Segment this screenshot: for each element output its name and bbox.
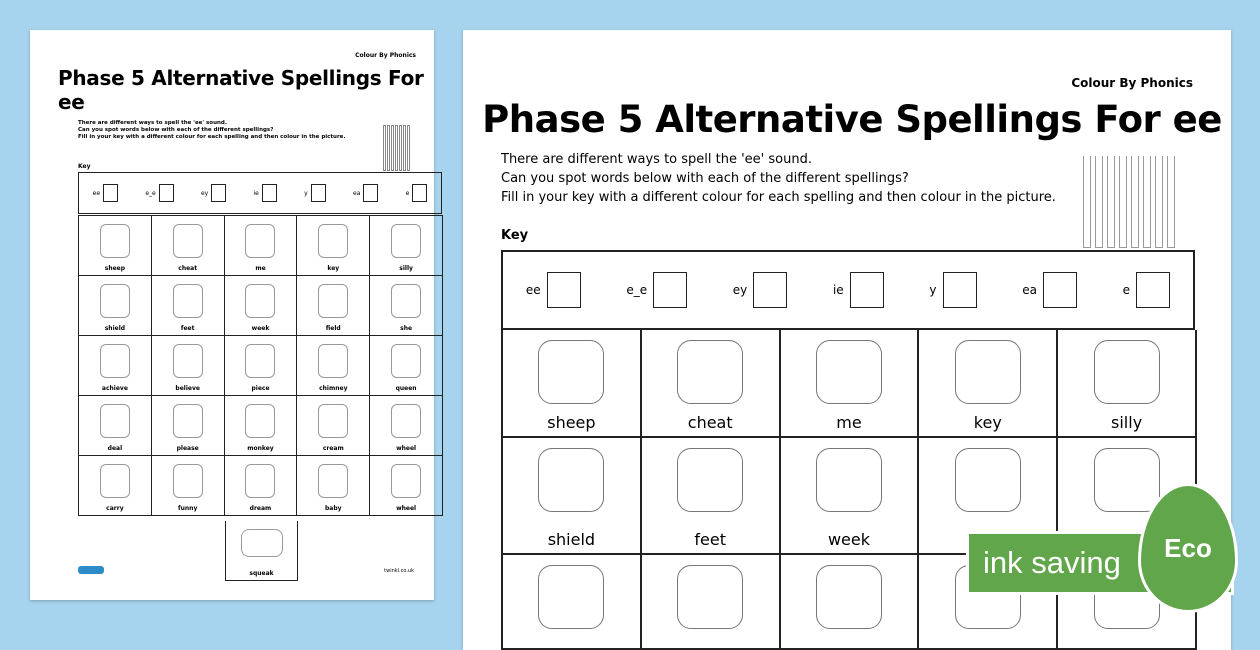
picture-illustration [391,344,421,378]
picture-illustration [318,284,348,318]
picture-illustration [1094,340,1160,404]
small-key-item: ey [201,184,226,202]
picture-cell [297,396,370,456]
word-label: squeak [249,570,274,577]
picture-cell [79,216,152,276]
picture-illustration [245,344,275,378]
word-label: carry [106,505,124,512]
large-instruction-3: Fill in your key with a different colour for each spelling and then colour in the picture. [501,190,1056,205]
picture-illustration [173,284,203,318]
picture-cell [152,336,225,396]
word-label: wheel [396,505,417,512]
picture-illustration [241,529,283,557]
large-key-item: y [929,272,976,308]
picture-illustration [318,344,348,378]
small-picture-grid [78,215,443,516]
small-key-item: e_e [145,184,173,202]
picture-cell [152,216,225,276]
picture-cell [297,216,370,276]
picture-cell [225,216,298,276]
large-key-item: e [1123,272,1170,308]
word-label: feet [180,325,195,332]
word-label: shield [547,530,596,549]
word-label: sheep [547,413,596,432]
picture-illustration [816,448,882,512]
picture-cell [503,555,642,650]
picture-cell [781,438,920,555]
picture-illustration [538,448,604,512]
word-label: deal [107,445,123,452]
picture-illustration [955,448,1021,512]
small-key-item: y [304,184,326,202]
word-label: me [255,265,266,272]
word-label: piece [251,385,270,392]
large-key-item: e_e [626,272,687,308]
picture-illustration [100,464,130,498]
word-label: sheep [104,265,126,272]
picture-cell [370,456,443,516]
picture-illustration [538,340,604,404]
picture-illustration [391,404,421,438]
picture-cell [642,330,781,438]
picture-illustration [245,224,275,258]
small-key-box [78,172,442,214]
word-label: dream [249,505,272,512]
word-label: baby [325,505,342,512]
large-instruction-1: There are different ways to spell the 'ee' sound. [501,152,812,167]
large-header: Colour By Phonics [1071,76,1193,90]
small-worksheet-preview [30,30,434,600]
picture-cell [503,438,642,555]
picture-cell [370,396,443,456]
small-title: Phase 5 Alternative Spellings For ee [58,66,424,114]
picture-cell [642,555,781,650]
picture-illustration [816,340,882,404]
large-key-label: Key [501,228,529,243]
small-key-item: ee [93,184,118,202]
picture-illustration [318,464,348,498]
picture-cell [297,336,370,396]
picture-illustration [318,224,348,258]
large-key-item: ie [833,272,884,308]
word-label: chimney [319,385,348,392]
small-key-item: ea [353,184,378,202]
picture-illustration [100,344,130,378]
word-label: feet [694,530,726,549]
picture-illustration [391,284,421,318]
picture-illustration [677,565,743,629]
word-label: queen [395,385,417,392]
small-key-item: ie [254,184,277,202]
picture-cell [225,456,298,516]
word-label: week [827,530,871,549]
word-label: achieve [101,385,128,392]
word-label: funny [178,505,198,512]
word-label: silly [399,265,413,272]
word-label: cheat [178,265,198,272]
picture-cell [225,276,298,336]
picture-cell [297,276,370,336]
pencils-illustration [383,125,423,171]
small-instructions [78,120,378,141]
small-extra-cell [225,521,298,581]
small-instruction-2: Can you spot words below with each of the different spellings? [78,127,274,133]
small-instruction-1: There are different ways to spell the 'ee' sound. [78,120,227,126]
picture-illustration [1094,448,1160,512]
picture-cell [1058,330,1197,438]
picture-illustration [677,340,743,404]
picture-cell [781,330,920,438]
word-label: please [176,445,199,452]
picture-cell [225,336,298,396]
small-instruction-3: Fill in your key with a different colour for each spelling and then colour in the picture. [78,134,346,140]
picture-cell [225,396,298,456]
picture-illustration [100,404,130,438]
word-label: shield [104,325,126,332]
picture-cell [642,438,781,555]
picture-illustration [245,404,275,438]
twinkl-logo [78,566,104,574]
picture-illustration [100,224,130,258]
picture-cell [152,456,225,516]
small-footer-url: twinkl.co.uk [384,568,414,574]
word-label: week [251,325,270,332]
large-instructions [501,150,1061,207]
picture-cell [370,216,443,276]
picture-cell [79,336,152,396]
small-header: Colour By Phonics [355,52,416,59]
picture-cell [370,336,443,396]
word-label: key [327,265,340,272]
picture-illustration [391,464,421,498]
large-key-item: ee [526,272,581,308]
picture-illustration [955,340,1021,404]
word-label: cheat [687,413,733,432]
picture-cell [781,555,920,650]
picture-illustration [173,344,203,378]
eco-label: Eco [1164,532,1212,563]
picture-cell [79,396,152,456]
ink-saving-label: ink saving [983,545,1121,580]
pencils-illustration [1083,156,1195,248]
large-key-item: ey [733,272,787,308]
picture-illustration [173,404,203,438]
large-instruction-2: Can you spot words below with each of the different spellings? [501,171,909,186]
picture-illustration [245,284,275,318]
word-label: cream [322,445,344,452]
word-label: me [836,413,862,432]
picture-cell [370,276,443,336]
small-key-item: e [406,184,428,202]
picture-cell [919,330,1058,438]
picture-illustration [677,448,743,512]
picture-illustration [318,404,348,438]
word-label: wheel [396,445,417,452]
word-label: believe [175,385,200,392]
word-label: monkey [247,445,274,452]
picture-cell [79,276,152,336]
picture-cell [152,396,225,456]
picture-illustration [173,464,203,498]
large-title: Phase 5 Alternative Spellings For ee [482,98,1222,141]
word-label: she [400,325,413,332]
picture-cell [152,276,225,336]
word-label: silly [1111,413,1143,432]
picture-illustration [816,565,882,629]
picture-illustration [100,284,130,318]
picture-cell [79,456,152,516]
small-key-label: Key [78,163,91,170]
word-label: field [325,325,341,332]
picture-illustration [245,464,275,498]
picture-cell [297,456,370,516]
picture-cell [503,330,642,438]
word-label: key [973,413,1002,432]
large-key-item: ea [1022,272,1077,308]
picture-illustration [391,224,421,258]
picture-illustration [538,565,604,629]
picture-illustration [173,224,203,258]
large-key-box [501,250,1195,330]
large-picture-grid [501,330,1197,650]
